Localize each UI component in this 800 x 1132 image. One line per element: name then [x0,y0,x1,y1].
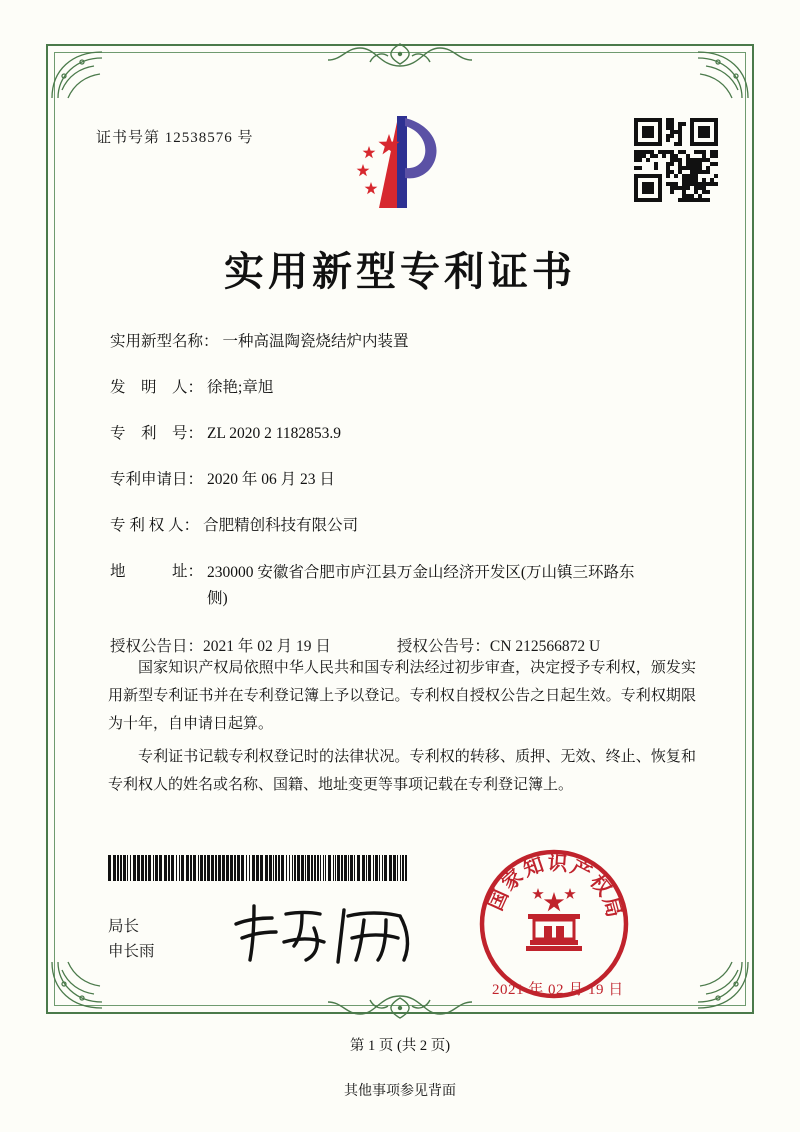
corner-ornament-bottom-right-icon [666,958,752,1014]
handwritten-signature-icon [228,898,428,968]
cnipa-logo-icon [345,112,455,217]
grant-number-value: CN 212566872 U [489,637,601,655]
seal-date: 2021 年 02 月 19 日 [492,982,624,998]
corner-ornament-bottom-left-icon [48,958,134,1014]
svg-text:国家知识产权局: 国家知识产权局 [482,850,628,922]
field-utility-model-name [110,330,700,354]
field-value: 一种高温陶瓷烧结炉内装置 [222,333,409,350]
page-indicator: 第 1 页 (共 2 页) [349,1038,451,1054]
footer-note: 其他事项参见背面 [344,1084,456,1099]
paragraph-2: 专利证书记载专利权登记时的法律状况。专利权的转移、质押、无效、终止、恢复和专利权人的姓名或名称、国籍、地址变更等事项记载在专利登记簿上。 [108,749,696,793]
signature-name: 申长雨 [108,942,155,960]
field-address [110,560,700,613]
field-application-date [110,468,700,492]
field-label: 专利申请日： [110,471,204,489]
fields-block [110,330,700,681]
field-value: 230000 安徽省合肥市庐江县万金山经济开发区(万山镇三环路东侧) [207,564,635,608]
field-value: 合肥精创科技有限公司 [203,517,359,535]
signature-role: 局长 [108,918,140,935]
field-value: 徐艳;章旭 [207,379,274,397]
barcode [108,855,408,881]
field-label: 专 利 号： [110,425,204,443]
legal-text-block [108,655,696,806]
field-inventor [110,376,700,400]
grant-date-label: 授权公告日： [110,637,204,655]
corner-ornament-top-right-icon [666,46,752,102]
paragraph-1: 国家知识产权局依照中华人民共和国专利法经过初步审查，决定授予专利权，颁发实用新型专利证书并在专利登记簿上予以登记。专利权自授权公告之日起生效。专利权期限为十年，自申请日起算。 [108,660,696,732]
signature-block [108,915,155,965]
qr-code [634,118,718,202]
field-label: 实用新型名称： [110,333,219,350]
field-value: 2020 年 06 月 23 日 [207,471,335,489]
corner-ornament-top-left-icon [48,46,134,102]
page-title: 实用新型专利证书 [224,248,576,295]
field-label: 地 址： [110,563,204,581]
field-value: ZL 2020 2 1182853.9 [207,425,342,443]
field-patentee [110,514,700,538]
field-patent-number [110,422,700,446]
field-label: 发 明 人： [110,379,204,397]
grant-number-label: 授权公告号： [396,637,490,655]
grant-date-value: 2021 年 02 月 19 日 [203,637,331,655]
certificate-number: 证书号第 12538576 号 [96,130,254,146]
field-label: 专 利 权 人： [110,517,200,535]
top-ornament-icon [250,40,550,70]
